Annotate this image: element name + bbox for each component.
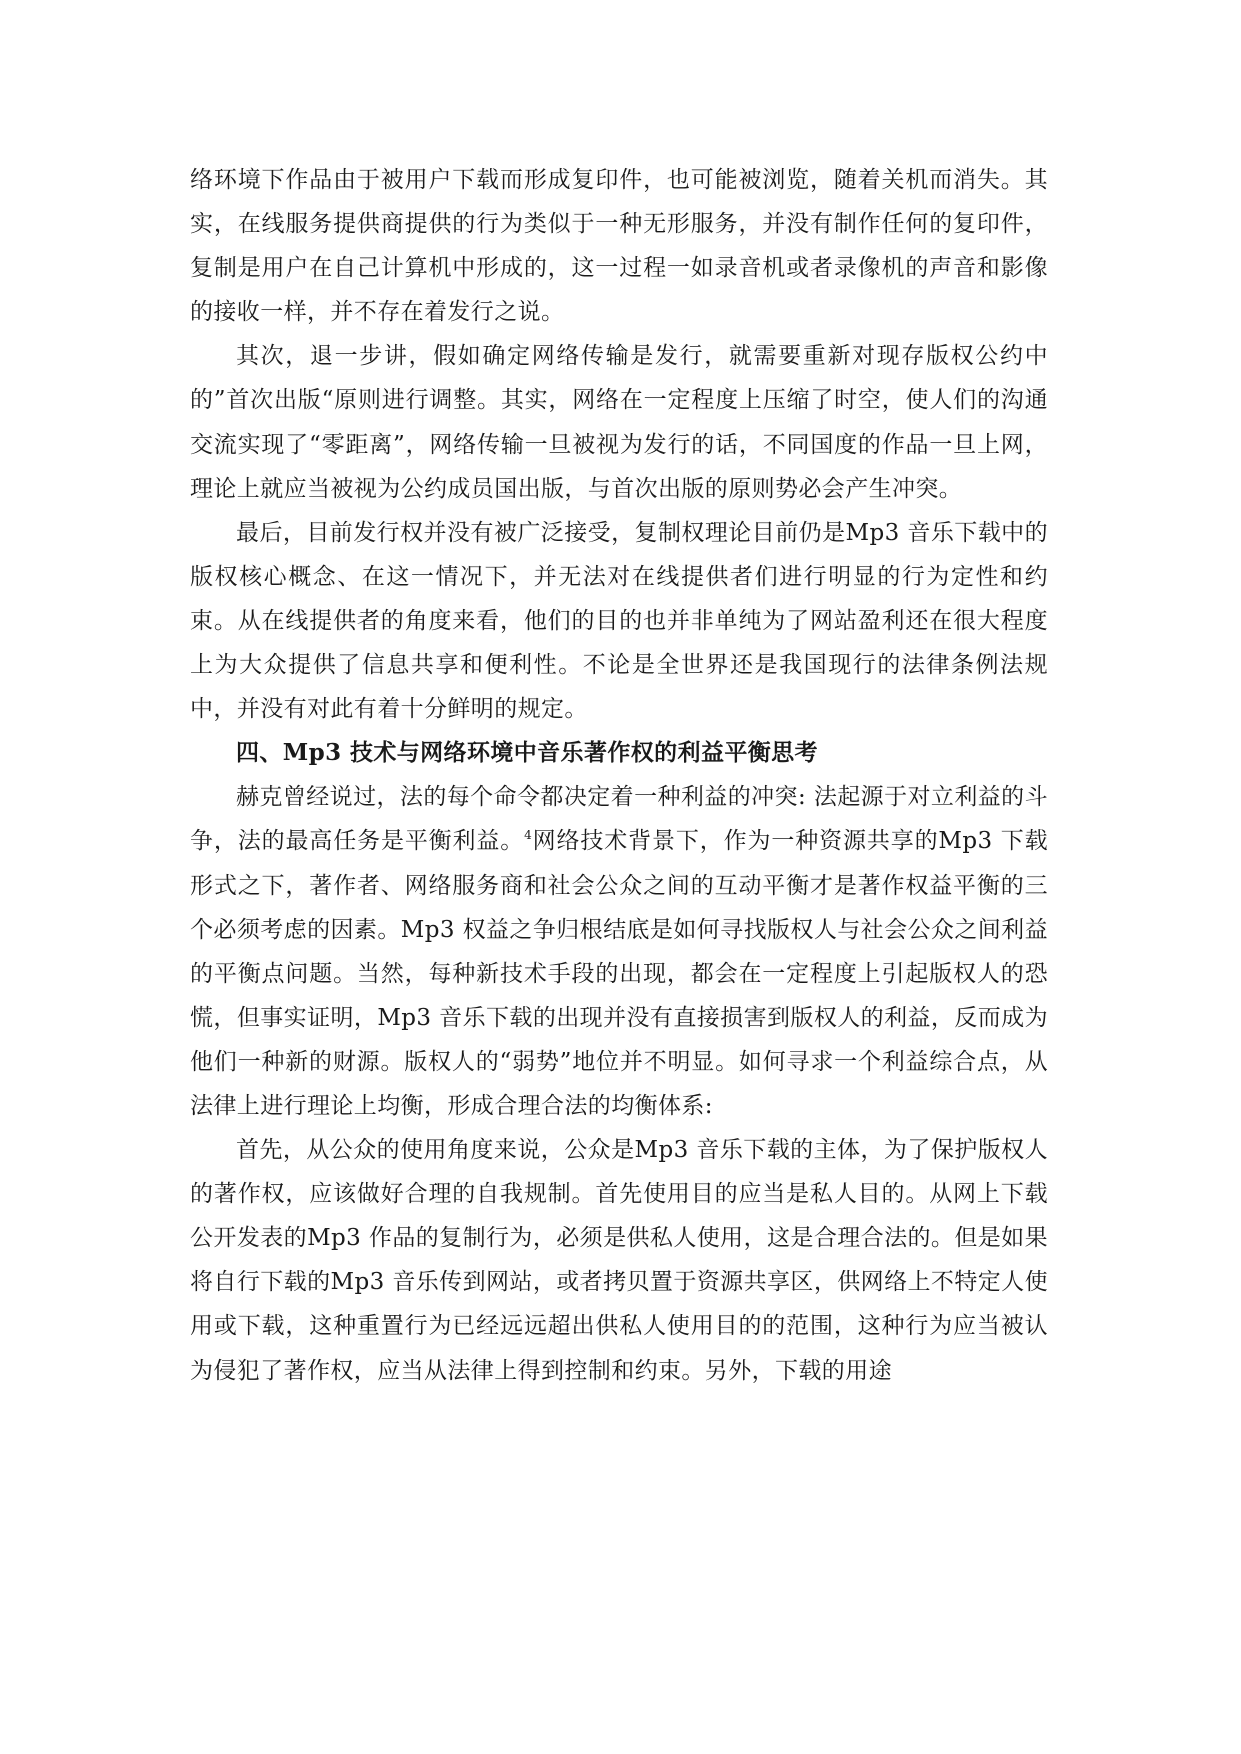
document-body [190,158,1048,1393]
paragraph-text-after-footnote: 网络技术背景下，作为一种资源共享的Mp3 下载形式之下，著作者、网络服务商和社会公众之间的互动平衡才是著作权益平衡的三个必须考虑的因素。Mp3 权益之争归根结底是如何寻找版权人与社会公众之间利益的平衡点问题。当然，每种新技术手段的出现，都会在一定程度上引起版权人的恐慌，但事实证明，Mp3 音乐下载的出现并没有直接损害到版权人的利益，反而成为他们一种新的财源。版权人的“弱势”地位并不明显。如何寻求一个利益综合点，从法律上进行理论上均衡，形成合理合法的均衡体系: [190,828,1048,1119]
paragraph-continuation: 络环境下作品由于被用户下载而形成复印件，也可能被浏览，随着关机而消失。其实，在线服务提供商提供的行为类似于一种无形服务，并没有制作任何的复印件，复制是用户在自己计算机中形成的，这一过程一如录音机或者录像机的声音和影像的接收一样，并不存在着发行之说。 [190,167,1048,326]
paragraph-secondly: 其次，退一步讲，假如确定网络传输是发行，就需要重新对现存版权公约中的”首次出版“原则进行调整。其实，网络在一定程度上压缩了时空，使人们的沟通交流实现了“零距离”，网络传输一旦被视为发行的话，不同国度的作品一旦上网，理论上就应当被视为公约成员国出版，与首次出版的原则势必会产生冲突。 [190,343,1048,502]
paragraph-text-before-footnote: 赫克曾经说过，法的每个命令都决定着一种利益的冲突: 法起源于对立利益的斗争，法的最高任务是平衡利益。 [190,784,1048,855]
footnote-marker: 4 [524,828,533,843]
paragraph-finally: 最后，目前发行权并没有被广泛接受，复制权理论目前仍是Mp3 音乐下载中的版权核心概念、在这一情况下，并无法对在线提供者们进行明显的行为定性和约束。从在线提供者的角度来看，他们的目的也并非单纯为了网站盈利还在很大程度上为大众提供了信息共享和便利性。不论是全世界还是我国现行的法律条例法规中，并没有对此有着十分鲜明的规定。 [190,519,1048,723]
paragraph-heck-quote [190,775,1048,1128]
section-heading: 四、Mp3 技术与网络环境中音乐著作权的利益平衡思考 [236,739,818,767]
paragraph-first-public-use: 首先，从公众的使用角度来说，公众是Mp3 音乐下载的主体，为了保护版权人的著作权，应该做好合理的自我规制。首先使用目的应当是私人目的。从网上下载公开发表的Mp3 作品的复制行为，必须是供私人使用，这是合理合法的。但是如果将自行下载的Mp3 音乐传到网站，或者拷贝置于资源共享区，供网络上不特定人使用或下载，这种重置行为已经远远超出供私人使用目的的范围，这种行为应当被认为侵犯了著作权，应当从法律上得到控制和约束。另外，下载的用途 [190,1137,1048,1384]
